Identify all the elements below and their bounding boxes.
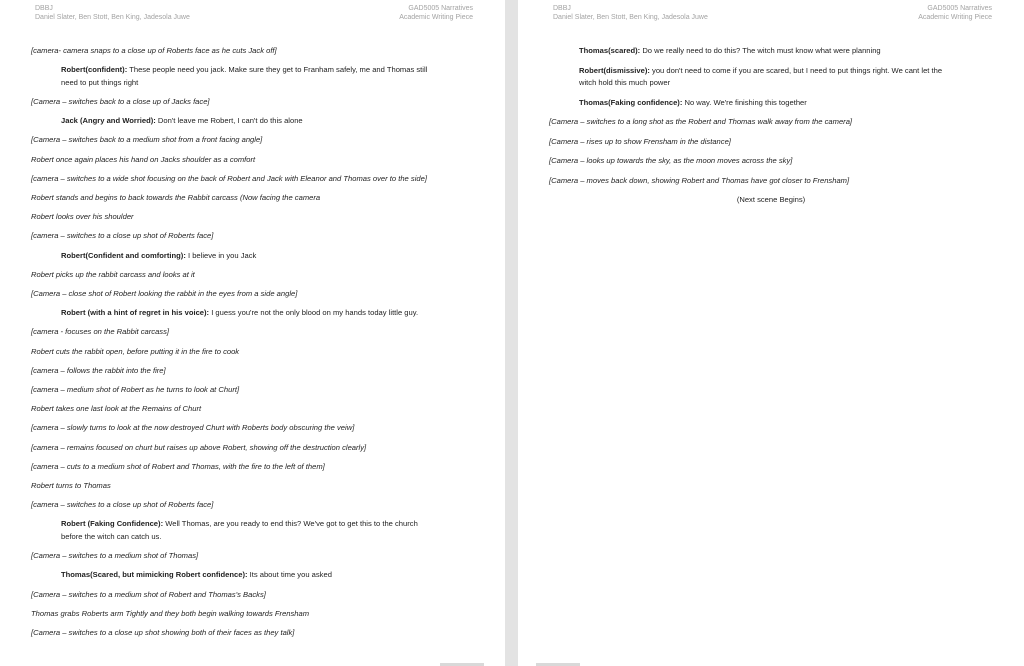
speaker-name: Thomas(scared): — [579, 46, 641, 55]
dialogue-line — [579, 66, 942, 76]
direction-line: [camera - focuses on the Rabbit carcass] — [31, 327, 170, 337]
dialogue-line — [61, 116, 303, 126]
header-module: GAD5005 Narratives — [408, 5, 473, 12]
direction-line: [Camera – switches to a medium shot of Thomas] — [31, 551, 199, 561]
speaker-name: Robert(Confident and comforting): — [61, 250, 186, 260]
direction-line: [Camera – switches to a close up shot showing both of their faces as they talk] — [31, 628, 295, 637]
page-header-right — [918, 4, 992, 22]
dialogue-continuation: witch hold this much power — [579, 78, 671, 88]
direction-line: [camera – switches to a close up shot of Roberts face] — [31, 500, 214, 510]
page-header-left — [553, 4, 708, 22]
dialogue-text: I guess you're not the only blood on my hands today little guy. — [209, 308, 419, 318]
dialogue-line — [579, 46, 881, 56]
direction-line: [camera – medium shot of Robert as he turns to look at Churt] — [31, 385, 240, 394]
direction-line: Robert cuts the rabbit open, before putting it in the fire to cook — [31, 346, 240, 356]
direction-line: Robert picks up the rabbit carcass and looks at it — [31, 269, 195, 279]
dialogue-line — [61, 519, 418, 529]
speaker-name: Robert (Faking Confidence): — [61, 519, 164, 529]
page-gap — [505, 0, 518, 666]
speaker-name: Robert (with a hint of regret in his voice): — [61, 308, 210, 318]
speaker-name: Thomas(Scared, but mimicking Robert confidence): — [61, 570, 248, 580]
dialogue-text: Do we really need to do this? The witch must know what were planning — [640, 46, 881, 55]
direction-line: [Camera – moves back down, showing Robert and Thomas have got closer to Frensham] — [549, 175, 850, 185]
dialogue-line — [61, 308, 418, 318]
direction-line: [camera – slowly turns to look at the now destroyed Churt with Roberts body obscuring the veiw] — [31, 423, 355, 433]
speaker-name: Jack (Angry and Worried): — [61, 116, 156, 126]
direction-line: Robert looks over his shoulder — [31, 212, 134, 222]
direction-line: [Camera – looks up towards the sky, as the moon moves across the sky] — [549, 156, 793, 166]
direction-line: Robert turns to Thomas — [31, 481, 111, 490]
dialogue-text: Well Thomas, are you ready to end this? We've got to get this to the church — [163, 519, 418, 529]
dialogue-line — [579, 98, 807, 108]
dialogue-text: Don't leave me Robert, I can't do this alone — [155, 116, 303, 126]
direction-line: [Camera – switches back to a medium shot from a front facing angle] — [31, 135, 263, 145]
dialogue-text: you don't need to come if you are scared, but I need to put things right. We cant let the — [649, 65, 943, 75]
page-header-right — [399, 4, 473, 22]
header-authors: Daniel Slater, Ben Stott, Ben King, Jadesola Juwe — [553, 14, 708, 21]
direction-line: [camera – switches to a wide shot focusing on the back of Robert and Jack with Eleanor and Thomas over to the side] — [31, 173, 427, 183]
document-page-left — [0, 0, 505, 666]
page-header-left — [35, 4, 190, 22]
direction-line: Robert takes one last look at the Remains of Churt — [31, 404, 202, 414]
speaker-name: Robert(dismissive): — [579, 65, 650, 75]
direction-line: [camera – switches to a close up shot of Roberts face] — [31, 231, 214, 241]
speaker-name: Robert(confident): — [61, 65, 128, 75]
dialogue-line — [61, 251, 256, 261]
direction-line: Thomas grabs Roberts arm Tightly and they both begin walking towards Frensham — [31, 608, 310, 618]
direction-line: [camera – remains focused on churt but raises up above Robert, showing off the destruction clearly] — [31, 442, 367, 452]
direction-line: [camera – cuts to a medium shot of Robert and Thomas, with the fire to the left of them] — [31, 461, 325, 471]
direction-line: Robert stands and begins to back towards the Rabbit carcass (Now facing the camera — [31, 193, 321, 202]
dialogue-text: These people need you jack. Make sure they get to Franham safely, me and Thomas still — [127, 65, 428, 75]
speaker-name: Thomas(Faking confidence): — [579, 97, 683, 107]
direction-line: Robert once again places his hand on Jacks shoulder as a comfort — [31, 154, 256, 164]
direction-line: [Camera – switches to a medium shot of Robert and Thomas's Backs] — [31, 589, 266, 599]
dialogue-line — [61, 570, 332, 580]
direction-line: [Camera – switches to a long shot as the Robert and Thomas walk away from the camera] — [549, 117, 853, 127]
dialogue-continuation: need to put things right — [61, 77, 139, 87]
direction-line: [Camera – rises up to show Frensham in the distance] — [549, 136, 731, 146]
dialogue-text: Its about time you asked — [247, 570, 332, 580]
dialogue-line — [61, 65, 427, 75]
header-group-code: DBBJ — [35, 5, 53, 12]
document-page-right — [518, 0, 1024, 666]
dialogue-text: I believe in you Jack — [185, 250, 257, 260]
header-module: GAD5005 Narratives — [927, 5, 992, 12]
direction-line: [camera – follows the rabbit into the fire] — [31, 365, 166, 375]
header-subtitle: Academic Writing Piece — [399, 14, 473, 21]
direction-line: [Camera – close shot of Robert looking the rabbit in the eyes from a side angle] — [31, 289, 298, 298]
scene-note: (Next scene Begins) — [736, 195, 806, 205]
header-authors: Daniel Slater, Ben Stott, Ben King, Jadesola Juwe — [35, 14, 190, 21]
header-group-code: DBBJ — [553, 5, 571, 12]
direction-line: [camera- camera snaps to a close up of Roberts face as he cuts Jack off] — [31, 46, 277, 55]
direction-line: [Camera – switches back to a close up of Jacks face] — [31, 97, 210, 106]
header-subtitle: Academic Writing Piece — [918, 14, 992, 21]
dialogue-continuation: before the witch can catch us. — [61, 532, 162, 541]
dialogue-text: No way. We're finishing this together — [682, 97, 807, 107]
